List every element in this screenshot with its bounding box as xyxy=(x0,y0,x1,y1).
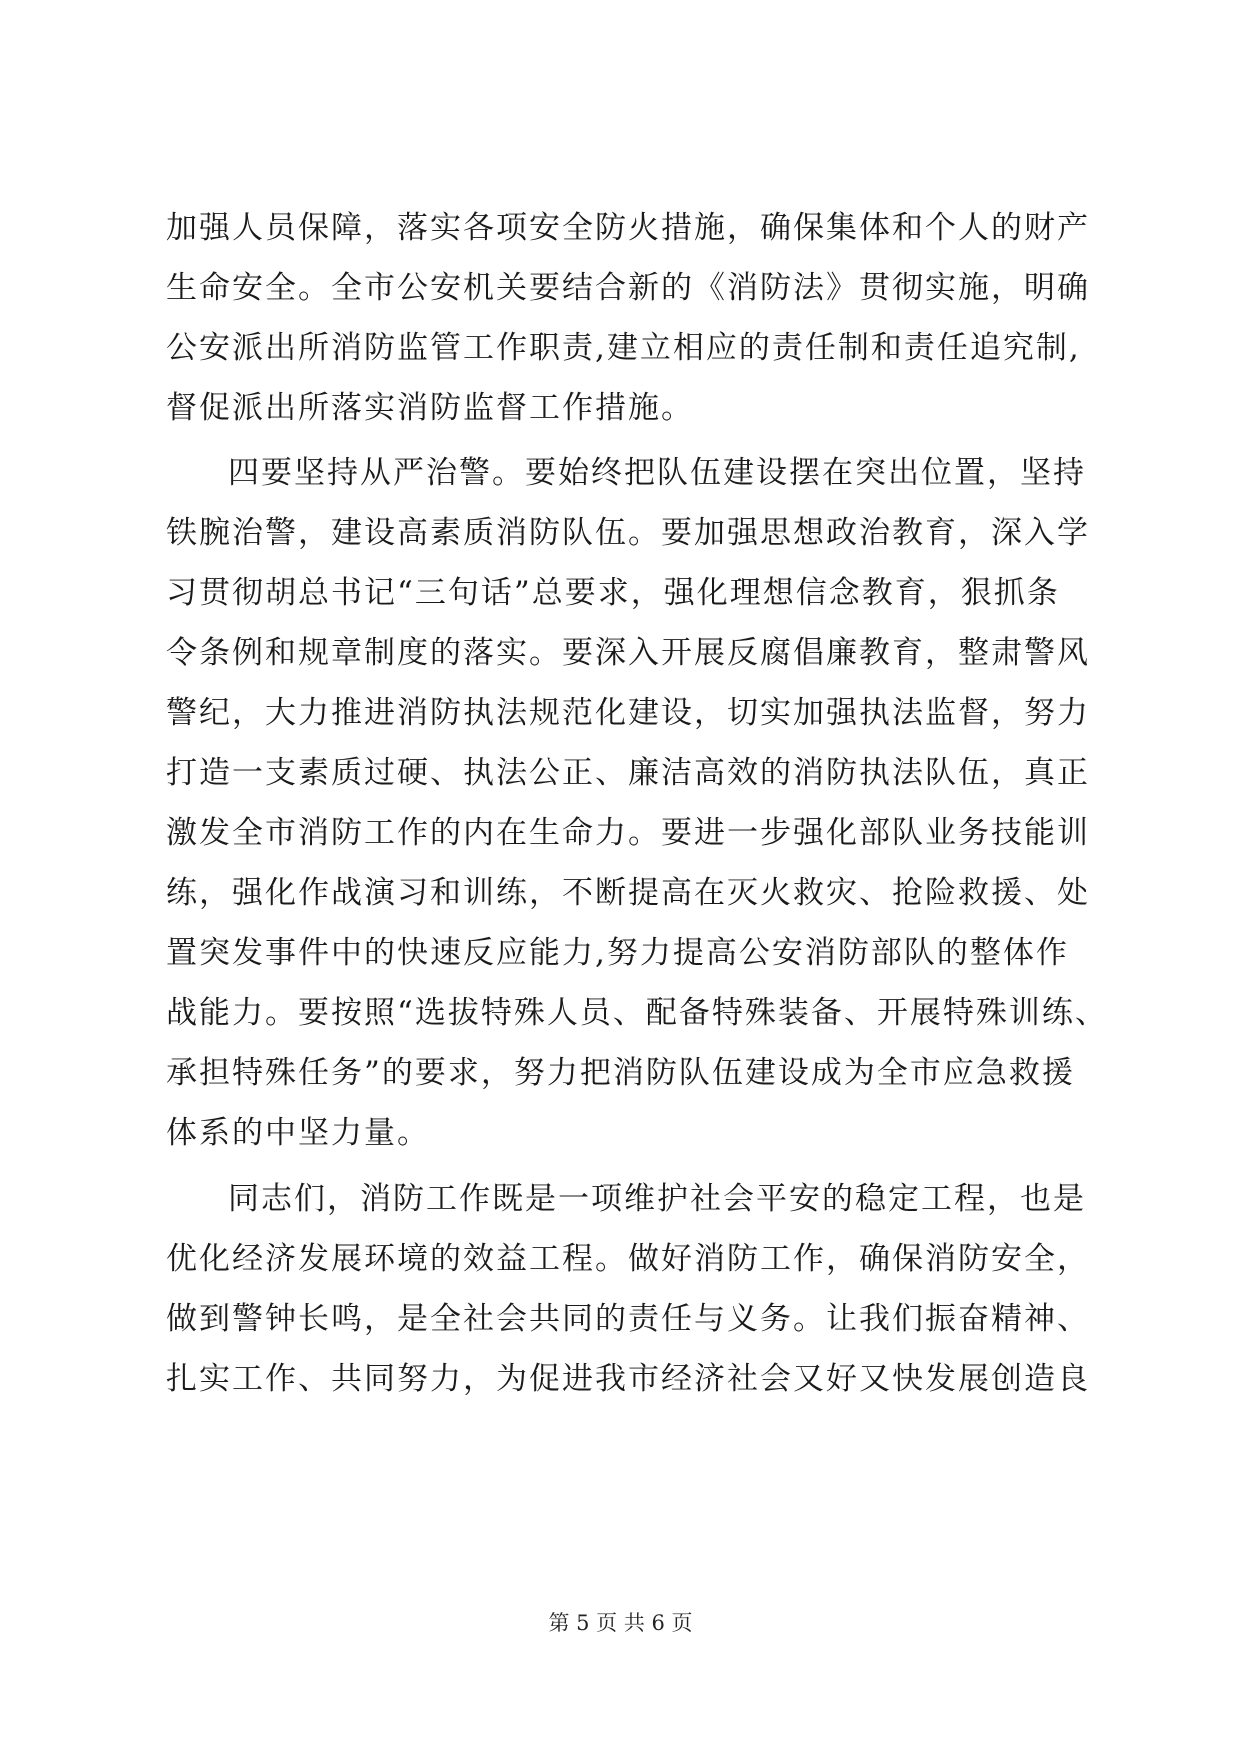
text-line: 加强人员保障，落实各项安全防火措施，确保集体和个人的财产 xyxy=(166,210,1090,246)
paragraph-first-line: 同志们，消防工作既是一项维护社会平安的稳定工程，也是 xyxy=(228,1181,1086,1217)
text-line: 扎实工作、共同努力，为促进我市经济社会又好又快发展创造良 xyxy=(166,1361,1090,1397)
text-line: 战能力。要按照“选拔特殊人员、配备特殊装备、开展特殊训练、 xyxy=(166,995,1108,1031)
text-line: 练，强化作战演习和训练，不断提高在灭火救灾、抢险救援、处 xyxy=(166,875,1090,911)
text-line: 优化经济发展环境的效益工程。做好消防工作，确保消防安全， xyxy=(166,1241,1090,1277)
text-line: 习贯彻胡总书记“三句话”总要求，强化理想信念教育，狠抓条 xyxy=(166,575,1060,611)
text-line: 打造一支素质过硬、执法公正、廉洁高效的消防执法队伍，真正 xyxy=(166,755,1090,791)
text-line: 生命安全。全市公安机关要结合新的《消防法》贯彻实施，明确 xyxy=(166,270,1090,306)
text-line: 体系的中坚力量。 xyxy=(166,1115,430,1151)
text-line: 置突发事件中的快速反应能力,努力提高公安消防部队的整体作 xyxy=(166,935,1069,971)
text-line: 令条例和规章制度的落实。要深入开展反腐倡廉教育，整肃警风 xyxy=(166,635,1090,671)
text-line: 警纪，大力推进消防执法规范化建设，切实加强执法监督，努力 xyxy=(166,695,1090,731)
text-line: 激发全市消防工作的内在生命力。要进一步强化部队业务技能训 xyxy=(166,815,1090,851)
page-number-footer: 第 5 页 共 6 页 xyxy=(548,1611,693,1635)
text-line: 督促派出所落实消防监督工作措施。 xyxy=(166,390,694,426)
text-line: 做到警钟长鸣，是全社会共同的责任与义务。让我们振奋精神、 xyxy=(166,1301,1090,1337)
text-line: 铁腕治警，建设高素质消防队伍。要加强思想政治教育，深入学 xyxy=(166,515,1090,551)
paragraph-first-line: 四要坚持从严治警。要始终把队伍建设摆在突出位置，坚持 xyxy=(228,455,1086,491)
text-line: 公安派出所消防监管工作职责,建立相应的责任制和责任追究制, xyxy=(166,330,1081,366)
text-line: 承担特殊任务”的要求，努力把消防队伍建设成为全市应急救援 xyxy=(166,1055,1075,1091)
